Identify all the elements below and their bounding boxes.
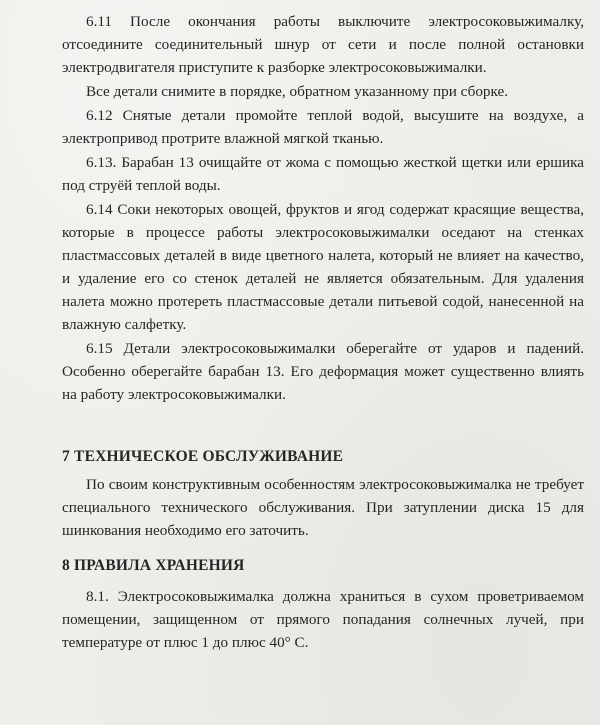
document-body [62,10,584,654]
paragraph-disassembly: Все детали снимите в порядке, обратном указанному при сборке. [86,83,509,100]
paragraph-6-14: 6.14 Соки некоторых овощей, фруктов и ягод содержат красящие вещества, которые в процессе работы электросоковыжималки оседают на стенках пластмассовых деталей в виде цветного налета, который не влияет на качество, и удаление его со стенок деталей не является обязательным. Для удаления налета можно протереть пластмассовые детали питьевой содой, нанесенной на влажную салфетку. [62,201,584,333]
section-8-text: 8.1. Электросоковыжималка должна храниться в сухом проветриваемом помещении, защищенном от прямого попадания солнечных лучей, при температуре от плюс 1 до плюс 40° С. [62,588,584,651]
paragraph-6-15: 6.15 Детали электросоковыжималки оберегайте от ударов и падений. Особенно оберегайте барабан 13. Его деформация может существенно влиять на работу электросоковыжималки. [62,340,584,403]
section-7-text: По своим конструктивным особенностям электросоковыжималка не требует специального технического обслуживания. При затуплении диска 15 для шинкования необходимо его заточить. [62,476,584,539]
section-8-heading: 8 ПРАВИЛА ХРАНЕНИЯ [62,557,245,574]
paragraph-6-12: 6.12 Снятые детали промойте теплой водой, высушите на воздухе, а электропривод протрите влажной мягкой тканью. [62,107,584,147]
paragraph-6-13: 6.13. Барабан 13 очищайте от жома с помощью жесткой щетки или ершика под струёй теплой воды. [62,154,584,194]
section-7-heading: 7 ТЕХНИЧЕСКОЕ ОБСЛУЖИВАНИЕ [62,448,344,465]
paragraph-6-11: 6.11 После окончания работы выключите электросоковыжималку, отсоедините соединительный шнур от сети и после полной остановки электродвигателя приступите к разборке электросоковыжималки. [62,13,584,76]
